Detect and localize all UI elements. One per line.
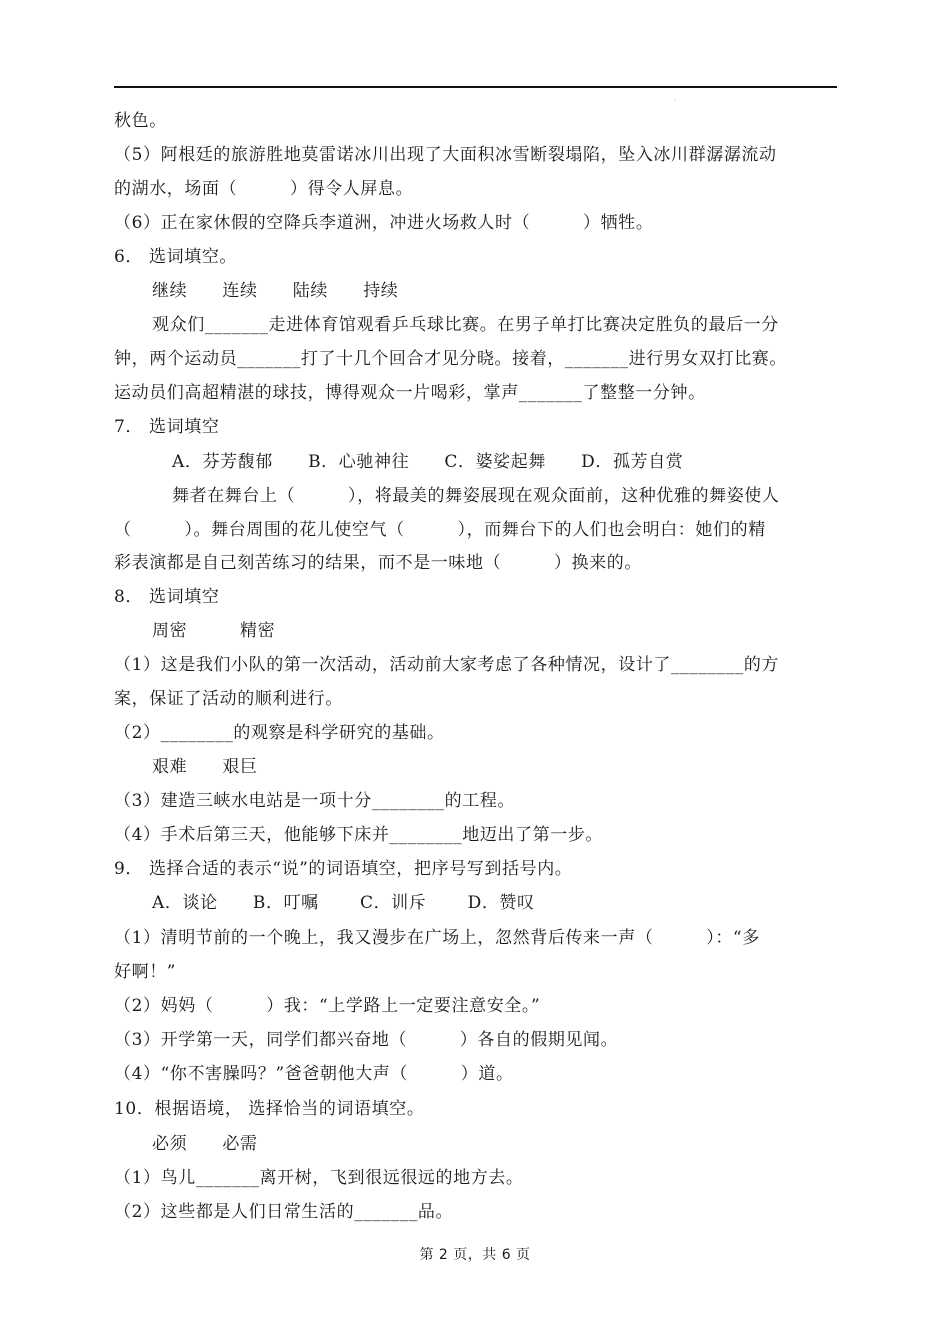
text-line: 的湖水，场面（ ）得令人屏息。 (114, 179, 414, 199)
text-line: （3）建造三峡水电站是一项十分________的工程。 (114, 791, 516, 811)
text-line: （2）这些都是人们日常生活的_______品。 (114, 1202, 454, 1222)
text-line: （1）这是我们小队的第一次活动，活动前大家考虑了各种情况，设计了________的方 (114, 655, 780, 675)
word-options: 必须 必需 (152, 1134, 258, 1154)
text-line: 秋色。 (114, 111, 167, 131)
text-line: 舞者在舞台上（ ），将最美的舞姿展现在观众面前，这种优雅的舞姿使人 (172, 486, 780, 506)
page-number: 第 2 页，共 6 页 (419, 1247, 531, 1263)
text-line: （1）鸟儿_______离开树，飞到很远很远的地方去。 (114, 1168, 524, 1188)
question-heading: 8． 选词填空 (114, 587, 220, 607)
word-options: 周密 精密 (152, 621, 276, 641)
text-line: （6）正在家休假的空降兵李道洲，冲进火场救人时（ ）牺牲。 (114, 213, 654, 233)
question-heading: 6． 选词填空。 (114, 247, 238, 267)
text-line: 好啊！” (114, 962, 177, 982)
text-line: （1）清明节前的一个晚上，我又漫步在广场上，忽然背后传来一声（ ）：“多 (114, 928, 760, 948)
question-heading: 7． 选词填空 (114, 417, 220, 437)
text-line: 彩表演都是自己刻苦练习的结果，而不是一味地（ ）换来的。 (114, 553, 642, 573)
word-options: A．芬芳馥郁 B．心驰神往 C．婆娑起舞 D．孤芳自赏 (172, 452, 684, 472)
text-line: 观众们_______走进体育馆观看乒乓球比赛。在男子单打比赛决定胜负的最后一分 (152, 315, 779, 335)
text-line: （ ）。舞台周围的花儿使空气（ ），而舞台下的人们也会明白：她们的精 (114, 520, 766, 540)
word-options: 艰难 艰巨 (152, 757, 258, 777)
header-rule (114, 86, 837, 88)
text-line: （2）妈妈（ ）我：“上学路上一定要注意安全。” (114, 996, 541, 1016)
text-line: 钟，两个运动员_______打了十几个回合才见分晓。接着，_______进行男女双打比赛。 (114, 349, 787, 369)
text-line: 运动员们高超精湛的球技，博得观众一片喝彩，掌声_______了整整一分钟。 (114, 383, 706, 403)
question-heading: 9． 选择合适的表示“说”的词语填空，把序号写到括号内。 (114, 859, 573, 879)
text-line: 案，保证了活动的顺利进行。 (114, 689, 343, 709)
text-line: （2）________的观察是科学研究的基础。 (114, 723, 445, 743)
text-line: （3）开学第一天，同学们都兴奋地（ ）各自的假期见闻。 (114, 1030, 619, 1050)
word-options: 继续 连续 陆续 持续 (152, 281, 399, 301)
scan-speck: · (674, 97, 676, 104)
word-options: A．谈论 B．叮嘱 C．训斥 D．赞叹 (152, 893, 535, 913)
text-line: （4）“你不害臊吗？”爸爸朝他大声（ ）道。 (114, 1064, 514, 1084)
text-line: （4）手术后第三天，他能够下床并________地迈出了第一步。 (114, 825, 604, 845)
page-footer (0, 1244, 950, 1264)
question-heading: 10．根据语境， 选择恰当的词语填空。 (114, 1099, 425, 1119)
text-line: （5）阿根廷的旅游胜地莫雷诺冰川出现了大面积冰雪断裂塌陷，坠入冰川群潺潺流动 (114, 145, 777, 165)
